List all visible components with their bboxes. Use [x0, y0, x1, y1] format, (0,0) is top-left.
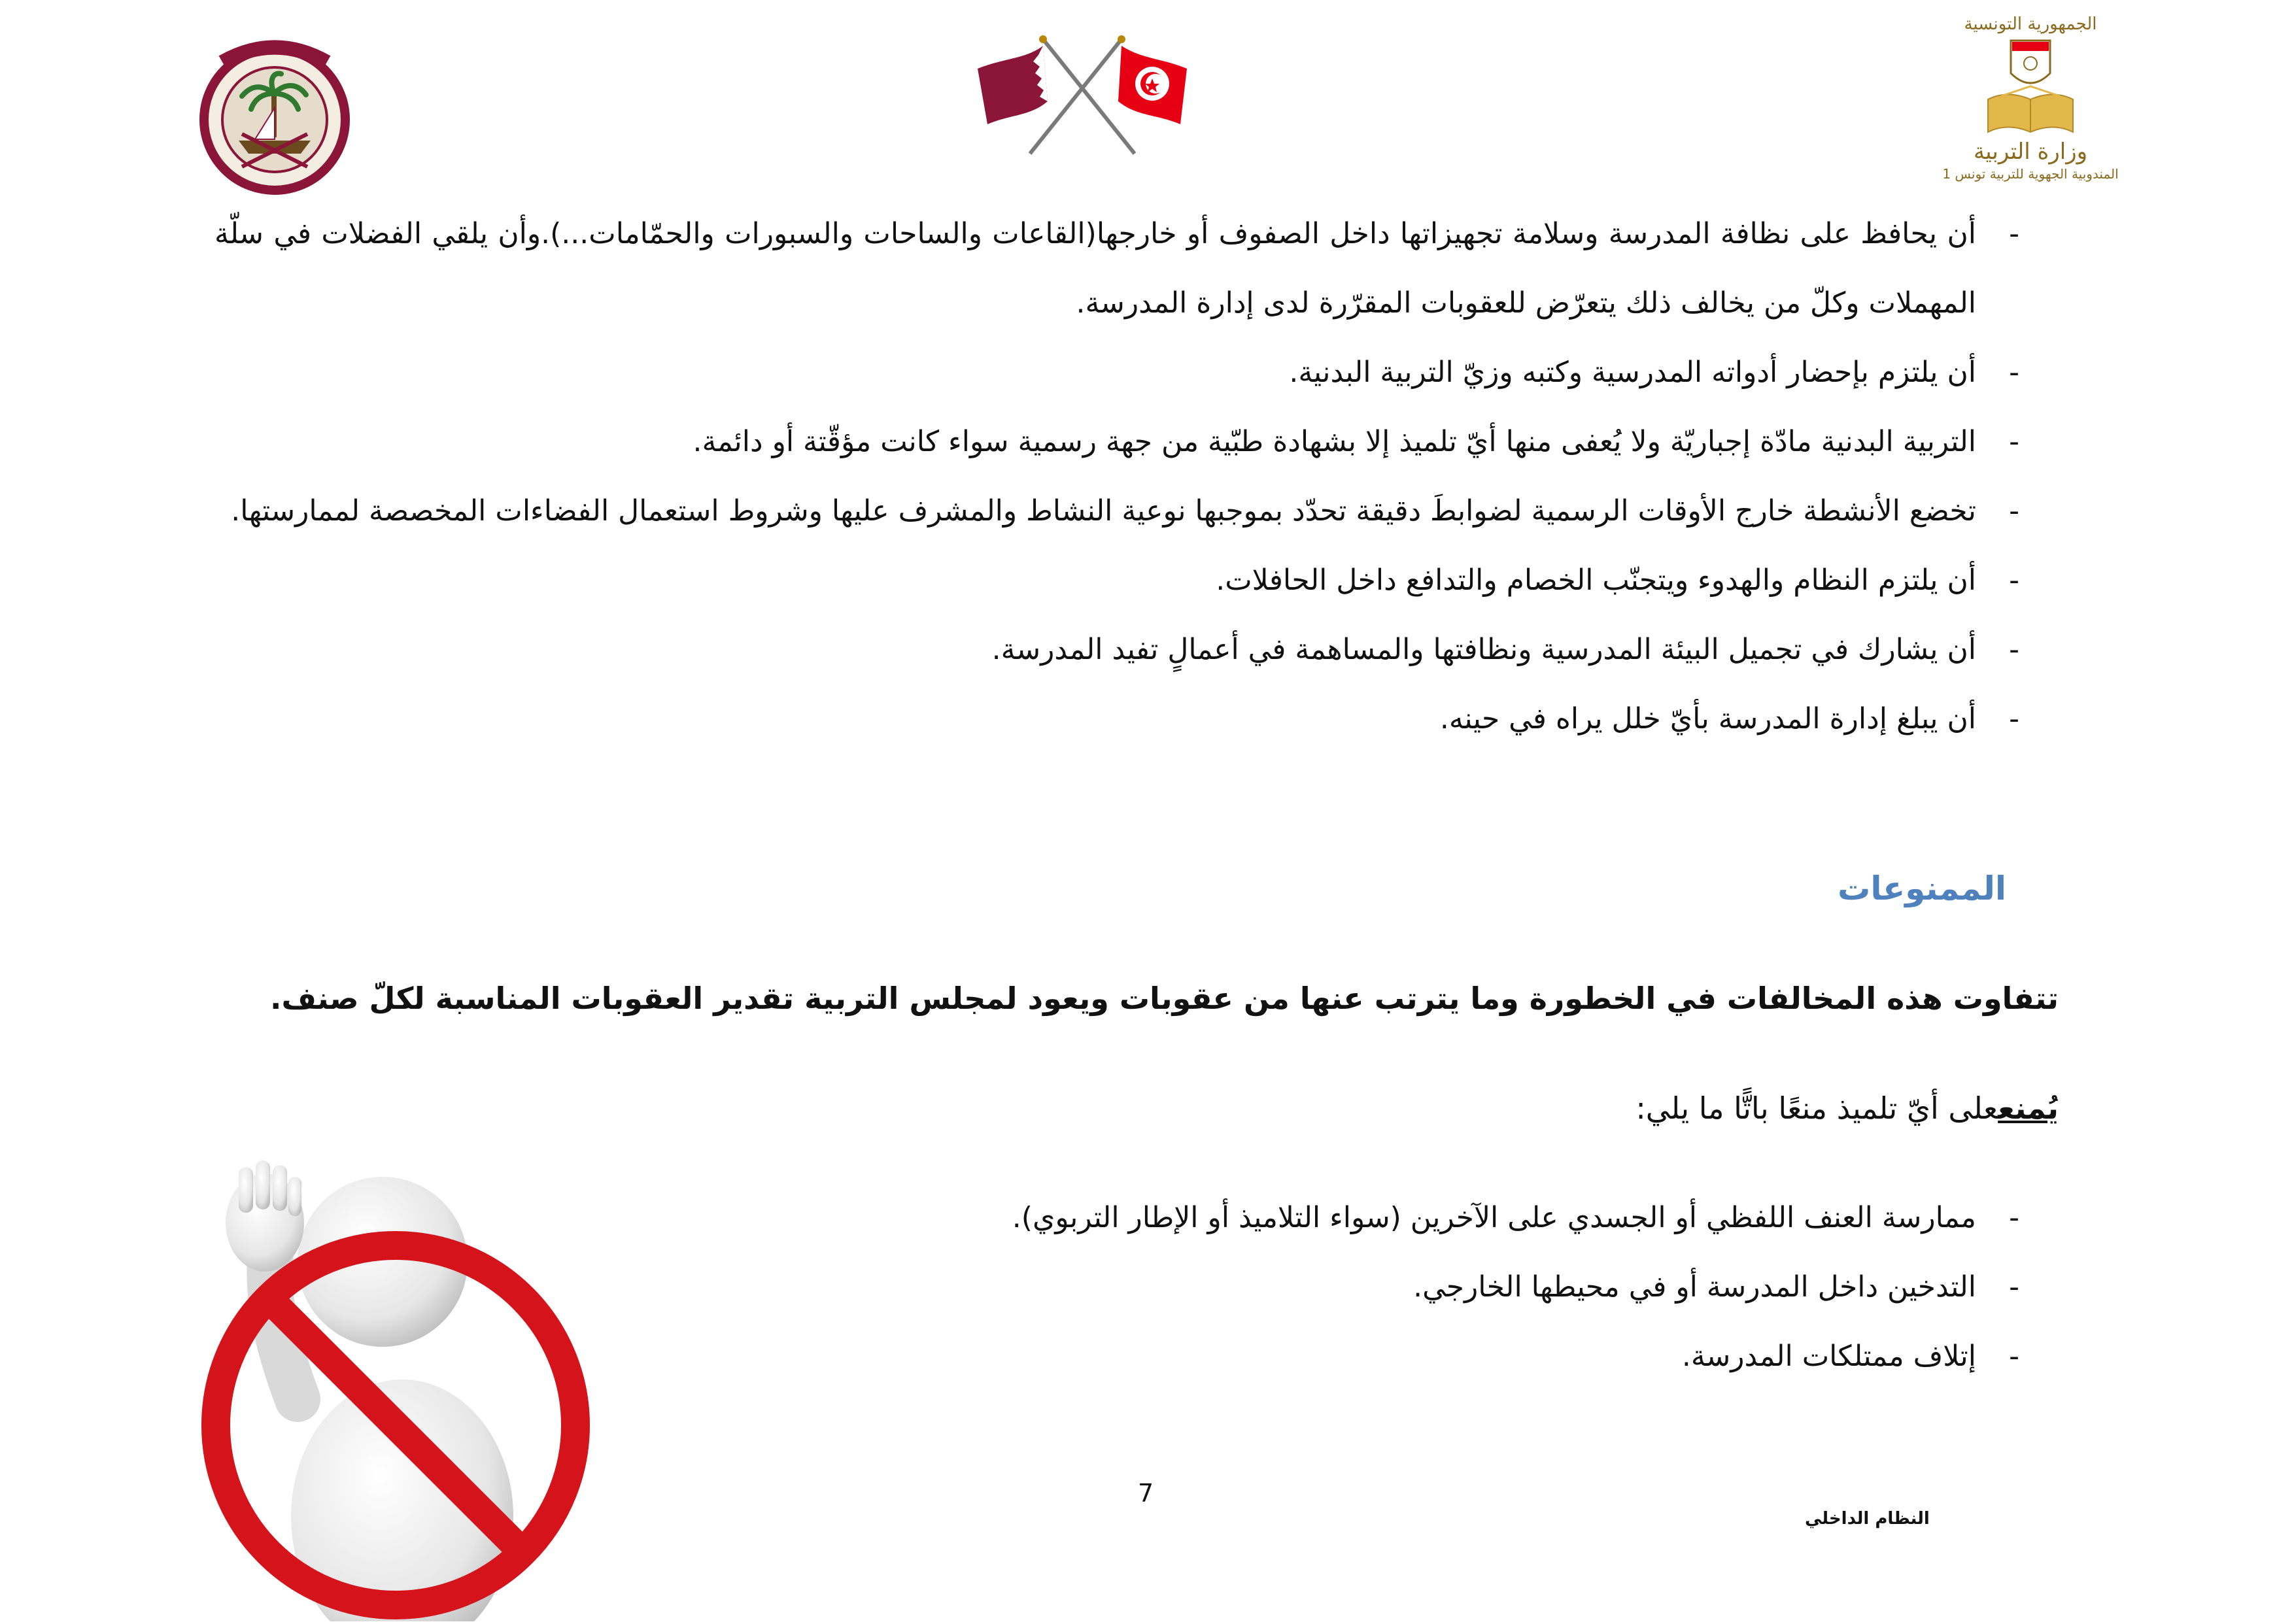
list-item: - التدخين داخل المدرسة أو في محيطها الخارجي. [1413, 1270, 2019, 1304]
tunisia-regional-label: المندوبية الجهوية للتربية تونس 1 [1942, 166, 2119, 182]
tunisia-ministry-label: وزارة التربية [1973, 139, 2088, 165]
list-item: - أن يلتزم بإحضار أدواته المدرسية وكتبه وزيّ التربية البدنية. [1289, 356, 2019, 389]
list-item: - أن يلتزم النظام والهدوء ويتجنّب الخصام والتدافع داخل الحافلات. [1216, 564, 2019, 597]
section-title-prohibitions: الممنوعات [1838, 870, 2006, 907]
qatar-ministry-logo [177, 36, 373, 199]
tunisia-emblem-icon [1981, 34, 2080, 139]
list-item: - أن يحافظ على نظافة المدرسة وسلامة تجهيزاتها داخل الصفوف أو خارجها(القاعات والساحات والسبورات والحمّامات...).وأن يلقي الفضلات في سلّة المهملات وكلّ من يخالف ذلك يتعرّض للعقوبات المقرّرة لدى إدارة المدرسة. [214, 217, 2019, 320]
page-number: 7 [1138, 1479, 1154, 1508]
forbid-intro-text: على أيّ تلميذ منعًا باتًّا ما يلي: [1635, 1091, 1998, 1126]
list-item: - أن يشارك في تجميل البيئة المدرسية ونظافتها والمساهمة في أعمالٍ تفيد المدرسة. [991, 633, 2019, 666]
tunisia-republic-label: الجمهورية التونسية [1964, 14, 2097, 34]
stop-figure-prohibited-icon [186, 1151, 605, 1621]
crossed-flags-icon [974, 33, 1190, 157]
list-item: - التربية البدنية مادّة إجباريّة ولا يُعفى منها أيّ تلميذ إلا بشهادة طبّية من جهة رسمية سواء كانت مؤقّتة أو دائمة. [693, 425, 2019, 458]
tunisia-ministry-logo [1936, 14, 2125, 184]
forbid-verb: يُمنع [1998, 1091, 2059, 1126]
forbid-intro [1635, 1091, 2059, 1126]
penalties-note: تتفاوت هذه المخالفات في الخطورة وما يترتب عنها من عقوبات ويعود لمجلس التربية تقدير العقوبات المناسبة لكلّ صنف. [270, 981, 2059, 1016]
list-item: - تخضع الأنشطة خارج الأوقات الرسمية لضوابطَ دقيقة تحدّد بموجبها نوعية النشاط والمشرف عليها وشروط استعمال الفضاءات المخصصة لممارستها. [231, 494, 2019, 528]
obligations-list [214, 199, 2019, 754]
list-item: - أن يبلغ إدارة المدرسة بأيّ خلل يراه في حينه. [1439, 702, 2019, 736]
list-item: - إتلاف ممتلكات المدرسة. [1681, 1340, 2019, 1373]
list-item: - ممارسة العنف اللفظي أو الجسدي على الآخرين (سواء التلاميذ أو الإطار التربوي). [1012, 1201, 2019, 1234]
footer-document-label: النظام الداخلي [1805, 1509, 1930, 1529]
